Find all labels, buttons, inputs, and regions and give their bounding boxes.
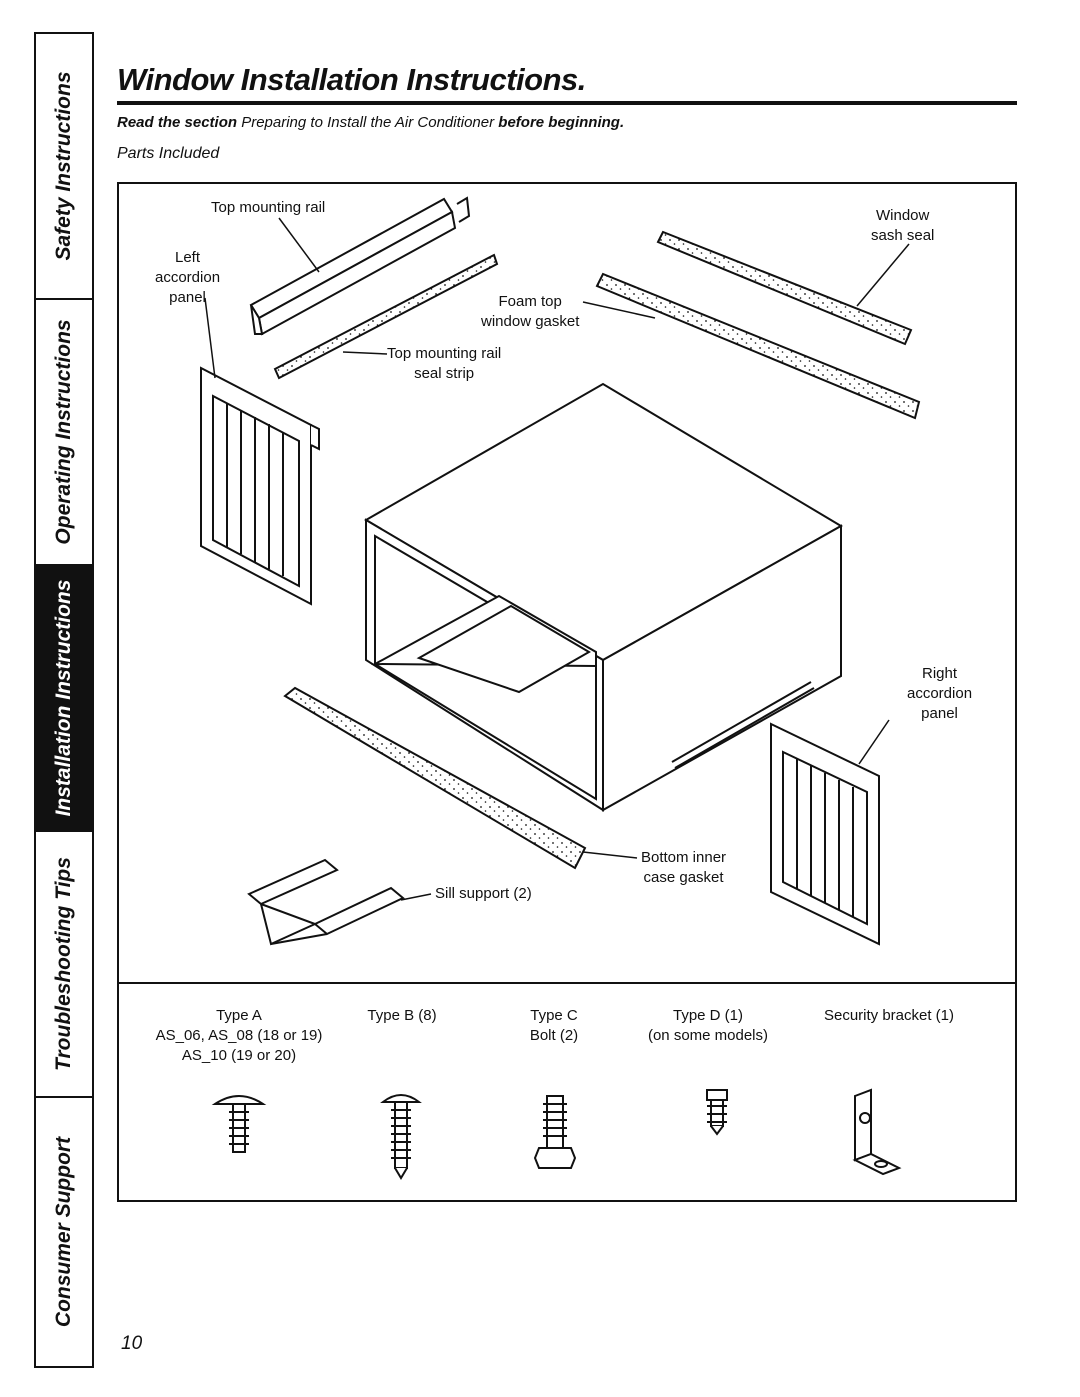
label-left-accordion-panel: Left accordion panel xyxy=(155,249,221,306)
label-top-mounting-rail: Top mounting rail xyxy=(211,199,326,216)
hardware-security-bracket: Security bracket (1) xyxy=(823,1007,955,1024)
intro-trail: before beginning. xyxy=(498,114,625,131)
tab-troubleshooting-tips[interactable]: Troubleshooting Tips xyxy=(36,832,92,1098)
hardware-type-d: Type D (1) (on some models) xyxy=(647,1007,769,1044)
parts-figure xyxy=(117,182,1017,1202)
page-title: Window Installation Instructions. xyxy=(117,62,586,97)
parts-included-heading: Parts Included xyxy=(117,145,220,162)
label-window-sash-seal: Window sash seal xyxy=(871,207,935,244)
tab-consumer-support[interactable]: Consumer Support xyxy=(52,1136,75,1328)
tab-operating-instructions[interactable]: Operating Instructions xyxy=(36,300,92,566)
title-rule xyxy=(117,101,1017,105)
security-bracket-icon xyxy=(855,1090,899,1174)
small-screw-icon xyxy=(707,1090,727,1134)
section-tabs xyxy=(34,32,94,1368)
tab-installation-instructions[interactable]: Installation Instructions xyxy=(36,566,92,832)
intro-text xyxy=(117,114,624,131)
intro-lead: Read the section xyxy=(117,114,238,131)
label-rail-seal-strip: Top mounting rail seal strip xyxy=(387,345,502,382)
intro-section: Preparing to Install the Air Conditioner xyxy=(241,114,495,131)
label-sill-support: Sill support (2) xyxy=(435,885,532,902)
hardware-type-a: Type A AS_06, AS_08 (18 or 19) AS_10 (19 or 20) xyxy=(155,1007,323,1064)
label-bottom-case-gasket: Bottom inner case gasket xyxy=(641,849,727,886)
pan-head-screw-icon xyxy=(383,1095,419,1178)
label-right-accordion-panel: Right accordion panel xyxy=(907,665,973,722)
truss-head-screw-icon xyxy=(215,1096,263,1152)
hardware-type-b: Type B (8) xyxy=(367,1007,437,1024)
tab-safety-instructions[interactable]: Safety Instructions xyxy=(36,34,92,300)
label-foam-top-gasket: Foam top window gasket xyxy=(481,293,580,330)
page-number: 10 xyxy=(121,1333,143,1354)
hardware-type-c: Type C Bolt (2) xyxy=(529,1007,579,1044)
hardware-illustrations xyxy=(119,184,1015,1200)
hex-bolt-icon xyxy=(535,1096,575,1168)
